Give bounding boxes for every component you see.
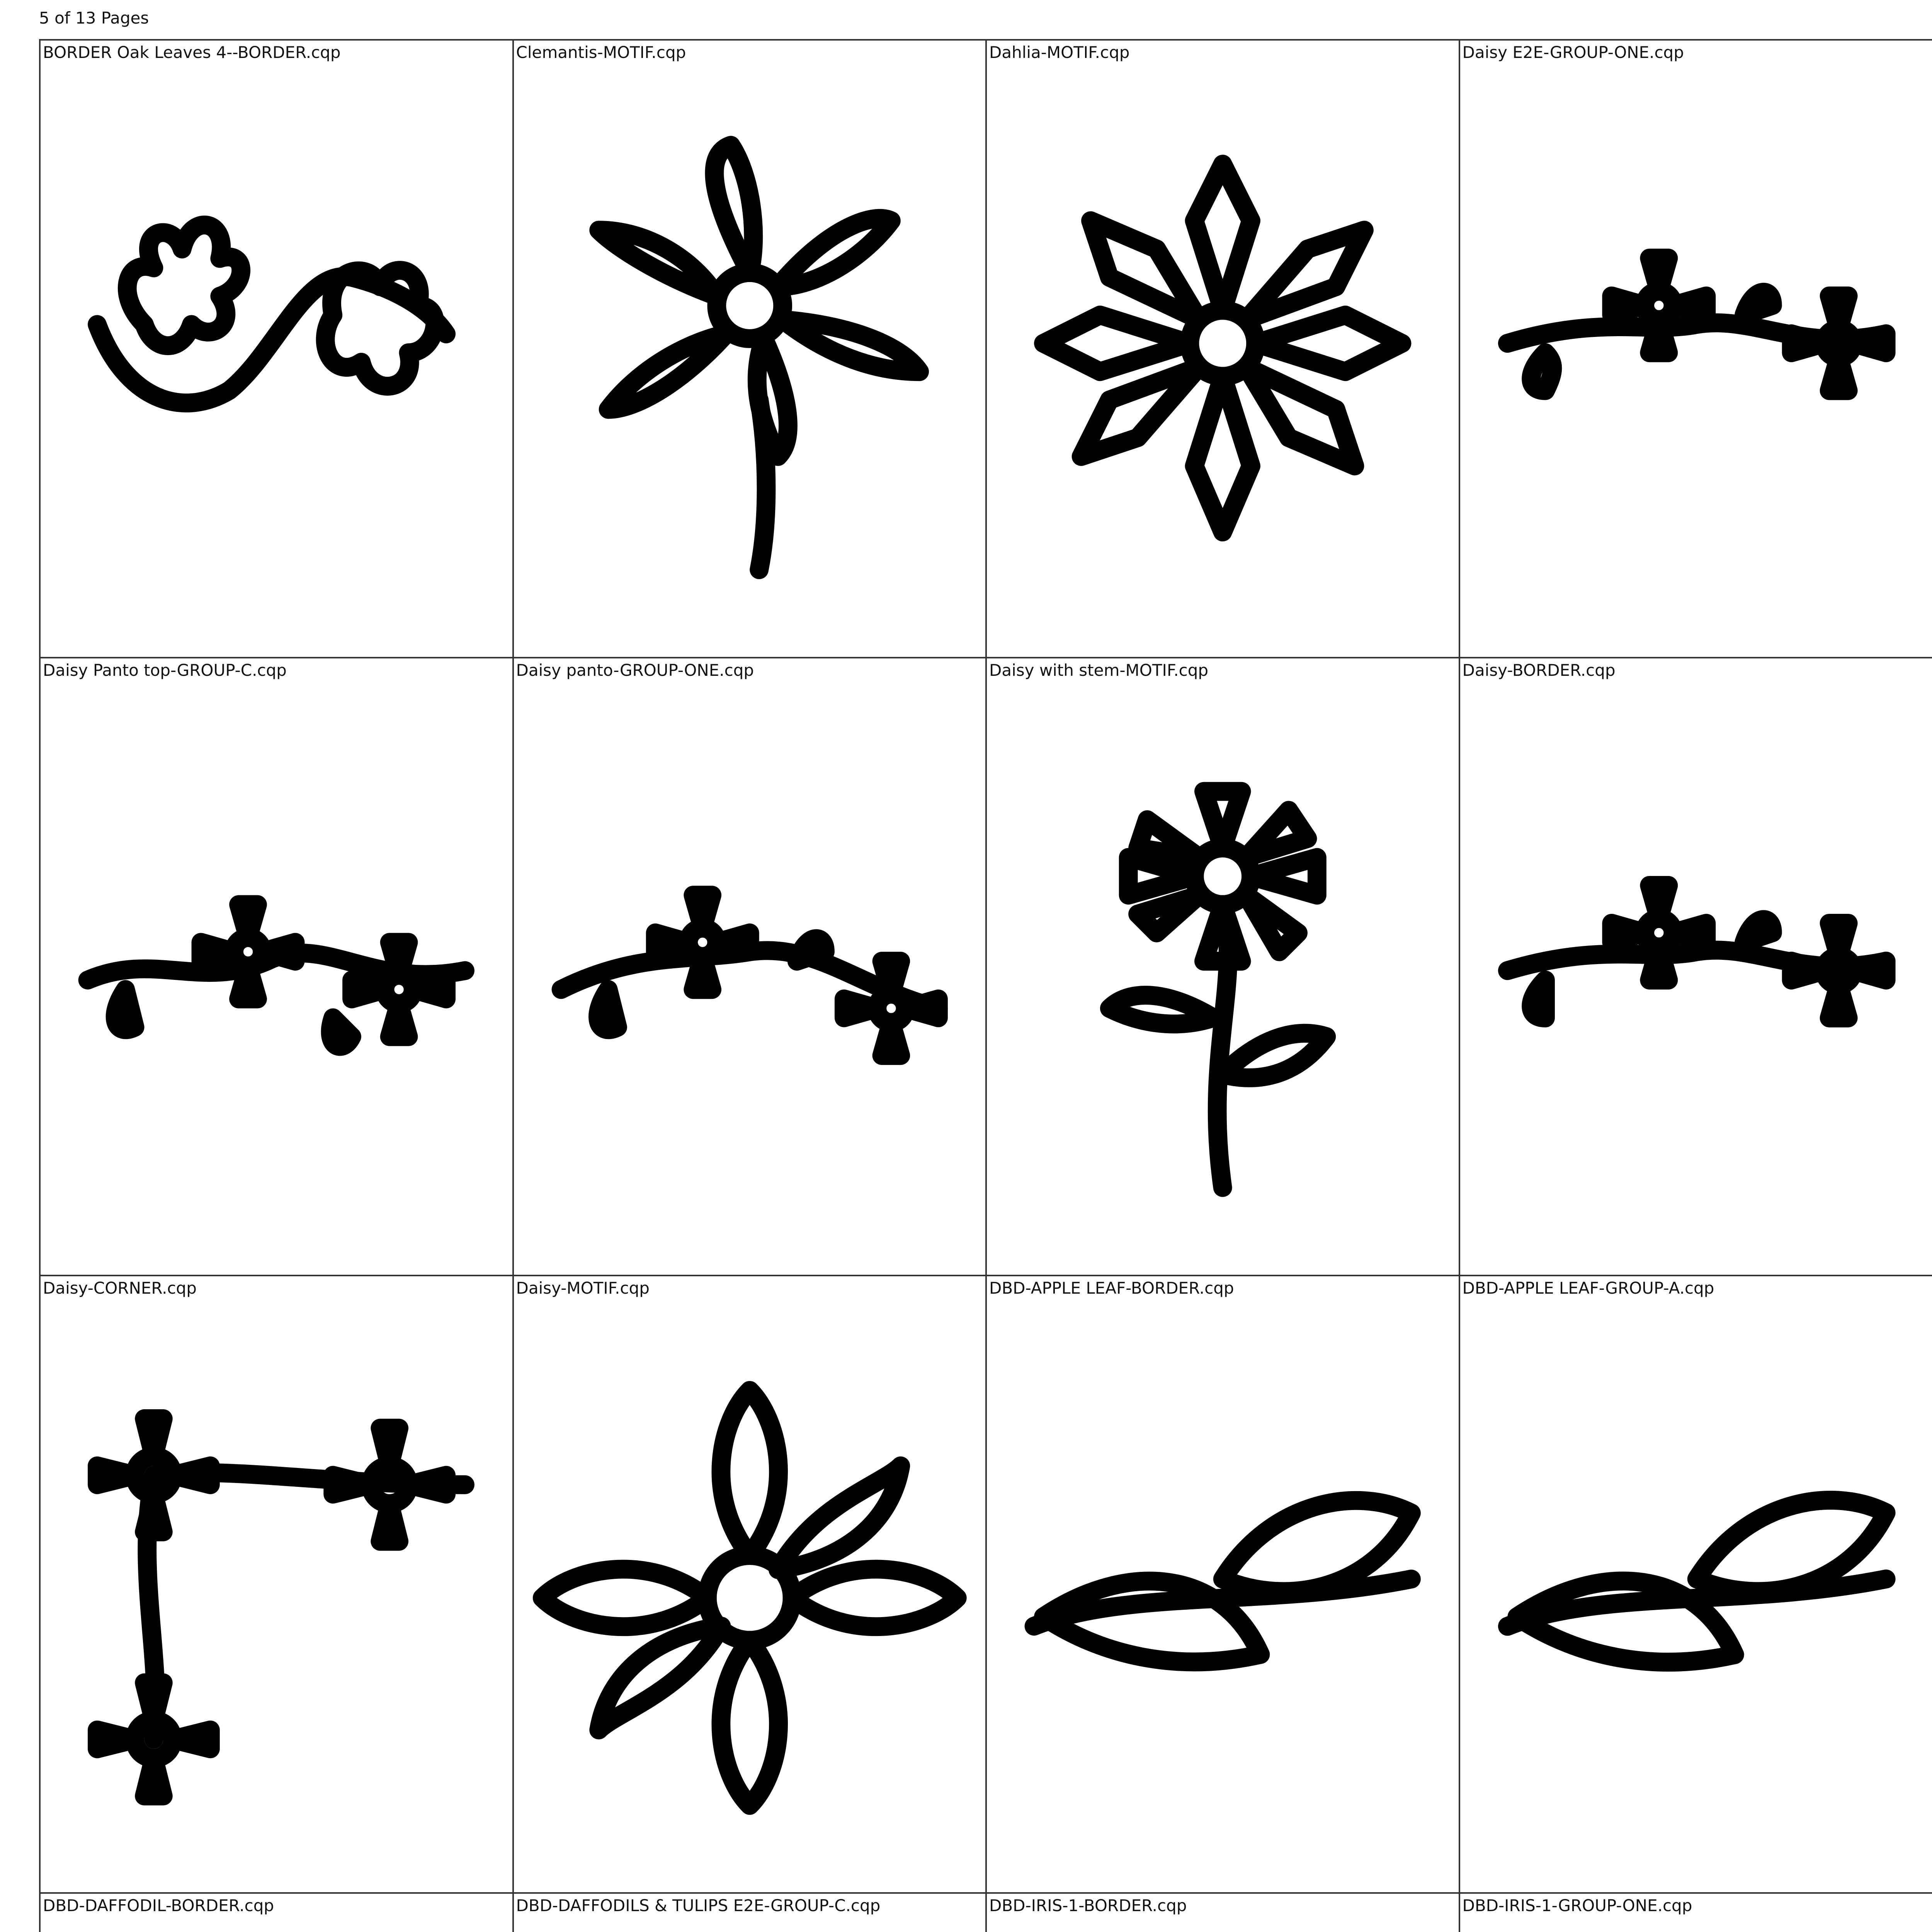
design-cell[interactable] (514, 1894, 987, 1932)
design-filename: DBD-APPLE LEAF-GROUP-A.cqp (1462, 1278, 1714, 1298)
design-filename: DBD-DAFFODILS & TULIPS E2E-GROUP-C.cqp (516, 1896, 881, 1915)
clematis-flower-icon (514, 83, 986, 641)
design-cell[interactable] (987, 1894, 1460, 1932)
design-cell[interactable] (1460, 41, 1932, 658)
design-filename: DBD-IRIS-1-BORDER.cqp (989, 1896, 1187, 1915)
design-cell[interactable] (514, 41, 987, 658)
design-cell[interactable] (41, 41, 514, 658)
apple-leaves-icon (1460, 1319, 1932, 1877)
design-cell[interactable] (987, 658, 1460, 1276)
design-filename: DBD-DAFFODIL-BORDER.cqp (43, 1896, 274, 1915)
design-cell[interactable] (41, 1894, 514, 1932)
design-filename: Daisy E2E-GROUP-ONE.cqp (1462, 43, 1684, 62)
design-cell[interactable] (41, 1276, 514, 1894)
design-filename: Clemantis-MOTIF.cqp (516, 43, 686, 62)
design-cell[interactable] (514, 1276, 987, 1894)
design-filename: DBD-IRIS-1-GROUP-ONE.cqp (1462, 1896, 1692, 1915)
design-filename: Daisy with stem-MOTIF.cqp (989, 660, 1209, 680)
daisy-flower-icon (514, 1319, 986, 1877)
design-filename: Daisy-CORNER.cqp (43, 1278, 197, 1298)
design-cell[interactable] (987, 41, 1460, 658)
page-counter: 5 of 13 Pages (39, 9, 149, 27)
design-cell[interactable] (41, 658, 514, 1276)
apple-leaves-icon (987, 1319, 1459, 1877)
design-cell[interactable] (1460, 1276, 1932, 1894)
design-cell[interactable] (514, 658, 987, 1276)
design-cell[interactable] (987, 1276, 1460, 1894)
design-cell[interactable] (1460, 1894, 1932, 1932)
oak-leaves-border-icon (41, 83, 512, 641)
design-filename: BORDER Oak Leaves 4--BORDER.cqp (43, 43, 341, 62)
daisy-with-stem-icon (987, 701, 1459, 1259)
dahlia-flower-icon (987, 83, 1459, 641)
design-filename: Dahlia-MOTIF.cqp (989, 43, 1130, 62)
design-filename: DBD-APPLE LEAF-BORDER.cqp (989, 1278, 1234, 1298)
daisy-corner-icon (41, 1319, 512, 1877)
design-filename: Daisy panto-GROUP-ONE.cqp (516, 660, 754, 680)
design-grid (39, 39, 1932, 1932)
design-filename: Daisy Panto top-GROUP-C.cqp (43, 660, 287, 680)
design-filename: Daisy-BORDER.cqp (1462, 660, 1616, 680)
daisy-vine-icon (41, 701, 512, 1259)
daisy-vine-icon (1460, 83, 1932, 641)
daisy-vine-icon (1460, 701, 1932, 1259)
design-filename: Daisy-MOTIF.cqp (516, 1278, 650, 1298)
design-cell[interactable] (1460, 658, 1932, 1276)
daisy-vine-icon (514, 701, 986, 1259)
